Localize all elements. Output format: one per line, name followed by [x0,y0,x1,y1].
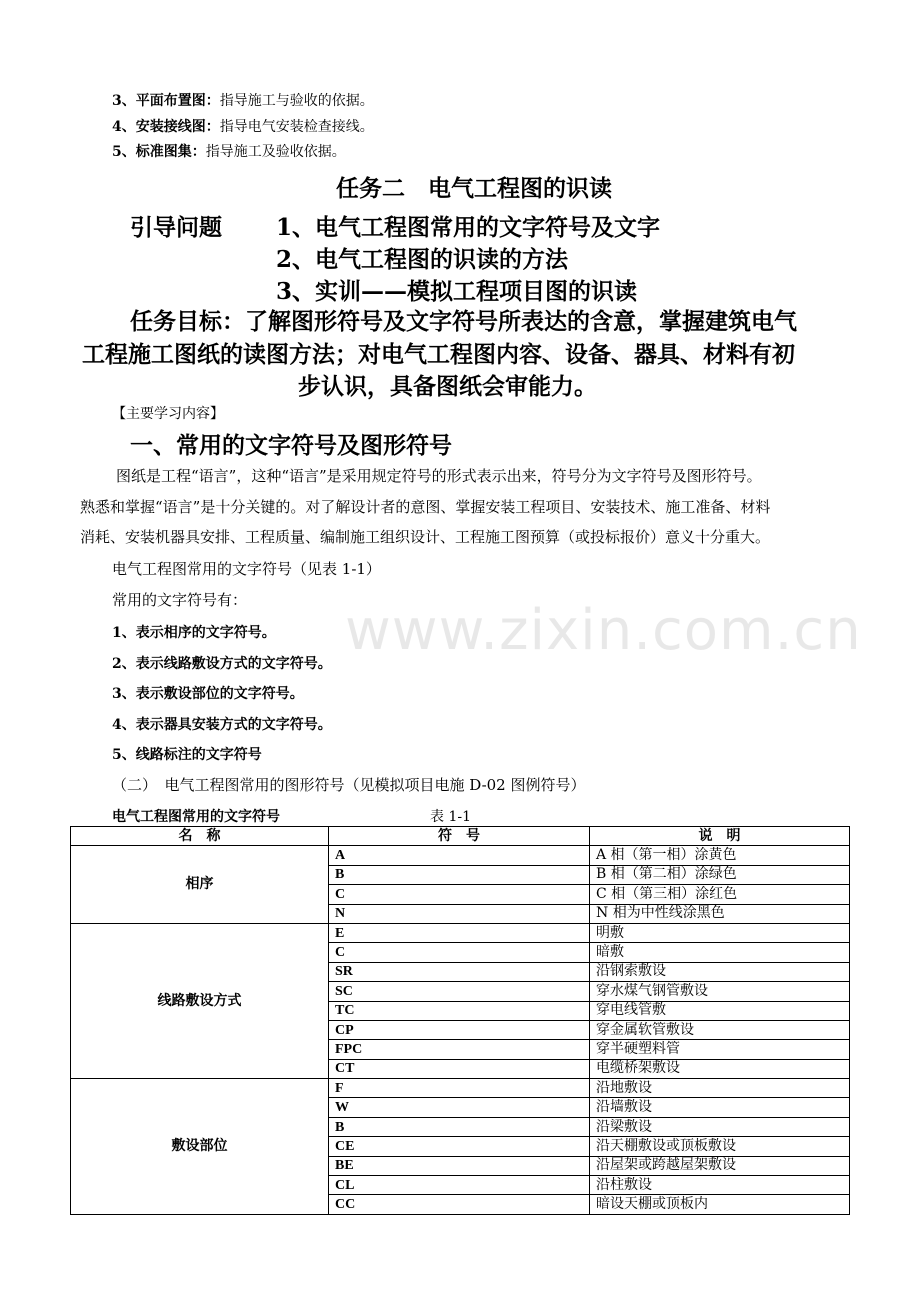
top-list-item-4 [112,116,374,136]
symbol-cell: CT [329,1059,590,1078]
description-cell: C 相（第三相）涂红色 [590,885,850,904]
task-title: 任务二 电气工程图的识读 [336,175,612,202]
top-list-text: 指导电气安装检查接线。 [219,119,374,135]
description-cell: 穿水煤气钢管敷设 [590,982,850,1001]
symbol-cell: CC [329,1195,590,1214]
category-cell: 线路敷设方式 [71,923,329,1078]
description-cell: 暗设天棚或顶板内 [590,1195,850,1214]
description-cell: 穿电线管敷 [590,1001,850,1020]
symbol-cell: BE [329,1156,590,1175]
symbol-cell: CP [329,1020,590,1039]
ref-line: 电气工程图常用的文字符号（见表 1-1） [112,560,381,578]
common-line: 常用的文字符号有： [112,591,248,609]
symbol-cell: A [329,846,590,865]
symbol-cell: C [329,943,590,962]
description-cell: N 相为中性线涂黑色 [590,904,850,923]
description-cell: A 相（第一相）涂黄色 [590,846,850,865]
description-cell: 穿半硬塑料管 [590,1040,850,1059]
graphic-symbols-line: （二） 电气工程图常用的图形符号（见模拟项目电施 D-02 图例符号） [112,776,586,794]
description-cell: B 相（第二相）涂绿色 [590,865,850,884]
description-cell: 暗敷 [590,943,850,962]
objective-line: 工程施工图纸的读图方法；对电气工程图内容、设备、器具、材料有初 [82,341,795,368]
table-body [71,846,850,1214]
symbol-cell: C [329,885,590,904]
description-cell: 沿地敷设 [590,1079,850,1098]
guide-label: 引导问题 [130,214,222,241]
top-list-label: 5、标准图集： [112,144,206,160]
guide-item: 2、电气工程图的识读的方法 [276,246,569,273]
symbol-table [70,826,850,1215]
watermark: www.zixin.com.cn [345,598,862,663]
top-list-text: 指导施工与验收的依据。 [219,93,374,109]
header-name: 名 称 [71,827,329,846]
description-cell: 沿天棚敷设或顶板敷设 [590,1137,850,1156]
top-list-label: 4、安装接线图： [112,119,220,135]
paragraph-line: 图纸是工程“语言”，这种“语言”是采用规定符号的形式表示出来，符号分为文字符号及图形符号。 [116,467,762,485]
section-heading: 一、常用的文字符号及图形符号 [130,432,452,459]
table-caption: 电气工程图常用的文字符号 [112,809,280,825]
symbol-cell: TC [329,1001,590,1020]
description-cell: 明敷 [590,923,850,942]
description-cell: 沿柱敷设 [590,1176,850,1195]
header-symbol: 符 号 [329,827,590,846]
category-cell: 相序 [71,846,329,924]
symbol-cell: B [329,1117,590,1136]
symbol-cell: W [329,1098,590,1117]
table-row [71,846,850,865]
paragraph-line: 消耗、安装机器具安排、工程质量、编制施工组织设计、工程施工图预算（或投标报价）意义十分重大。 [80,528,771,546]
symbol-cell: F [329,1079,590,1098]
top-list-label: 3、平面布置图： [112,93,220,109]
description-cell: 沿屋架或跨越屋架敷设 [590,1156,850,1175]
table-number: 表 1-1 [430,809,471,825]
description-cell: 沿墙敷设 [590,1098,850,1117]
description-cell: 沿钢索敷设 [590,962,850,981]
symbol-list-item: 5、线路标注的文字符号 [112,747,262,763]
table-row [71,923,850,942]
guide-item: 3、实训——模拟工程项目图的识读 [276,278,638,305]
header-description: 说 明 [590,827,850,846]
symbol-list-item: 1、表示相序的文字符号。 [112,625,276,641]
top-list-item-5 [112,141,346,161]
symbol-cell: SC [329,982,590,1001]
table-row [71,1079,850,1098]
description-cell: 沿梁敷设 [590,1117,850,1136]
symbol-cell: FPC [329,1040,590,1059]
symbol-cell: CL [329,1176,590,1195]
objective-line: 任务目标：了解图形符号及文字符号所表达的含意，掌握建筑电气 [130,308,797,335]
guide-item: 1、电气工程图常用的文字符号及文字 [276,214,661,241]
paragraph-line: 熟悉和掌握“语言”是十分关键的。对了解设计者的意图、掌握安装工程项目、安装技术、施工准备、材料 [80,498,771,516]
table-header-row [71,827,850,846]
description-cell: 穿金属软管敷设 [590,1020,850,1039]
symbol-cell: N [329,904,590,923]
symbol-cell: E [329,923,590,942]
symbol-cell: SR [329,962,590,981]
symbol-cell: CE [329,1137,590,1156]
objective-line: 步认识，具备图纸会审能力。 [298,373,597,400]
description-cell: 电缆桥架敷设 [590,1059,850,1078]
symbol-list-item: 4、表示器具安装方式的文字符号。 [112,717,332,733]
top-list-item-3 [112,90,374,110]
symbol-cell: B [329,865,590,884]
main-content-label: 【主要学习内容】 [112,406,224,422]
symbol-list-item: 3、表示敷设部位的文字符号。 [112,686,304,702]
top-list-text: 指导施工及验收依据。 [205,144,346,160]
category-cell: 敷设部位 [71,1079,329,1215]
symbol-list-item: 2、表示线路敷设方式的文字符号。 [112,656,332,672]
